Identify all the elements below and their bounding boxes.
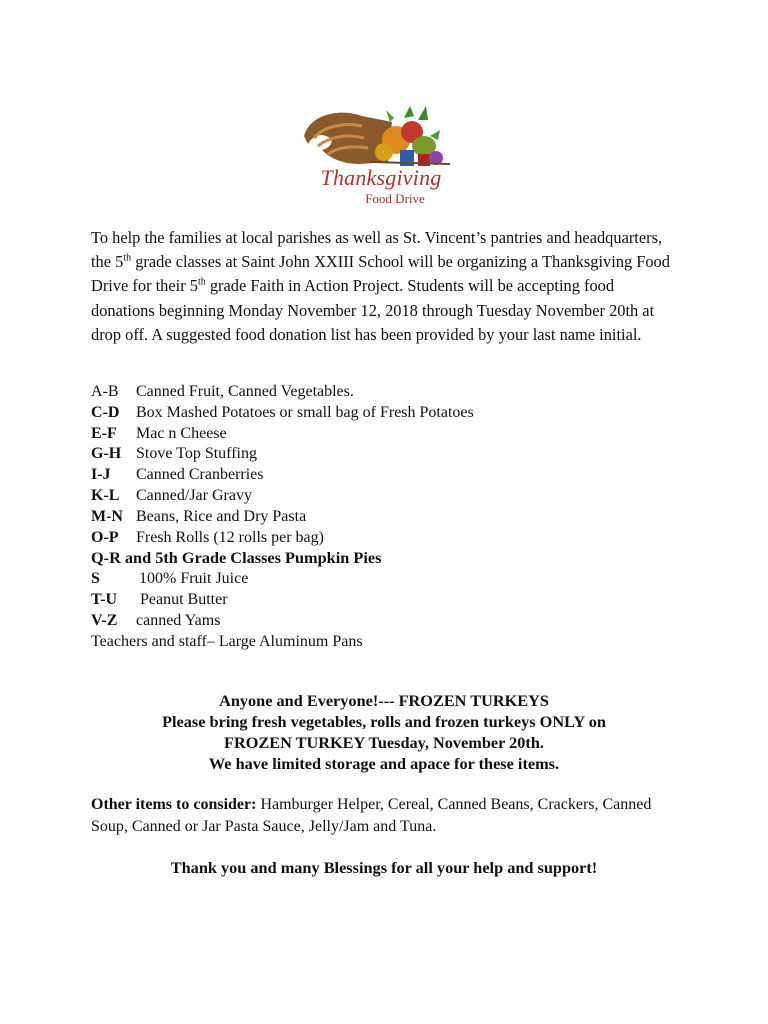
list-item: G-H Stove Top Stuffing	[91, 445, 257, 463]
logo-subtitle: Food Drive	[365, 191, 425, 206]
list-item: E-F Mac n Cheese	[91, 424, 227, 442]
list-item: S 100% Fruit Juice	[91, 570, 249, 588]
list-item: O-P Fresh Rolls (12 rolls per bag)	[91, 528, 324, 546]
list-item: Q-R and 5th Grade Classes Pumpkin Pies	[91, 548, 382, 568]
teachers-line: Teachers and staff– Large Aluminum Pans	[91, 632, 363, 650]
list-item: I-J Canned Cranberries	[91, 466, 264, 484]
other-items: Other items to consider: Hamburger Helper, Cereal, Canned Beans, Crackers, Canned Soup, Canned or Jar Pasta Sauce, Jelly/Jam and Tuna.	[91, 796, 652, 835]
list-item: A-B Canned Fruit, Canned Vegetables.	[91, 383, 354, 400]
intro-paragraph: To help the families at local parishes as well as St. Vincent’s pantries and headquarters, the 5th grade classes at Saint John XXIII School will be organizing a Thanksgiving Food Drive for their 5th grade Faith in Action Project. Students will be accepting food donations beginning Monday November 12, 2018 through Tuesday November 20th at drop off. A suggested food donation list has been provided by your last name initial.	[91, 228, 670, 344]
frozen-turkey-notice: Anyone and Everyone!--- FROZEN TURKEYS Please bring fresh vegetables, rolls and frozen turkeys ONLY on FROZEN TURKEY Tuesday, November 20th. We have limited storage and apace for these items.	[162, 691, 606, 773]
thanksgiving-logo	[300, 92, 460, 212]
logo-title: Thanksgiving	[320, 165, 442, 190]
thank-you-line: Thank you and many Blessings for all your help and support!	[170, 858, 598, 877]
list-item: C-D Box Mashed Potatoes or small bag of Fresh Potatoes	[91, 403, 474, 421]
list-item: K-L Canned/Jar Gravy	[91, 486, 252, 504]
donation-list	[91, 382, 691, 652]
list-item: T-U Peanut Butter	[91, 590, 228, 608]
list-item: V-Z canned Yams	[91, 611, 221, 629]
list-item: M-N Beans, Rice and Dry Pasta	[91, 507, 307, 525]
cornucopia-icon	[300, 92, 460, 172]
